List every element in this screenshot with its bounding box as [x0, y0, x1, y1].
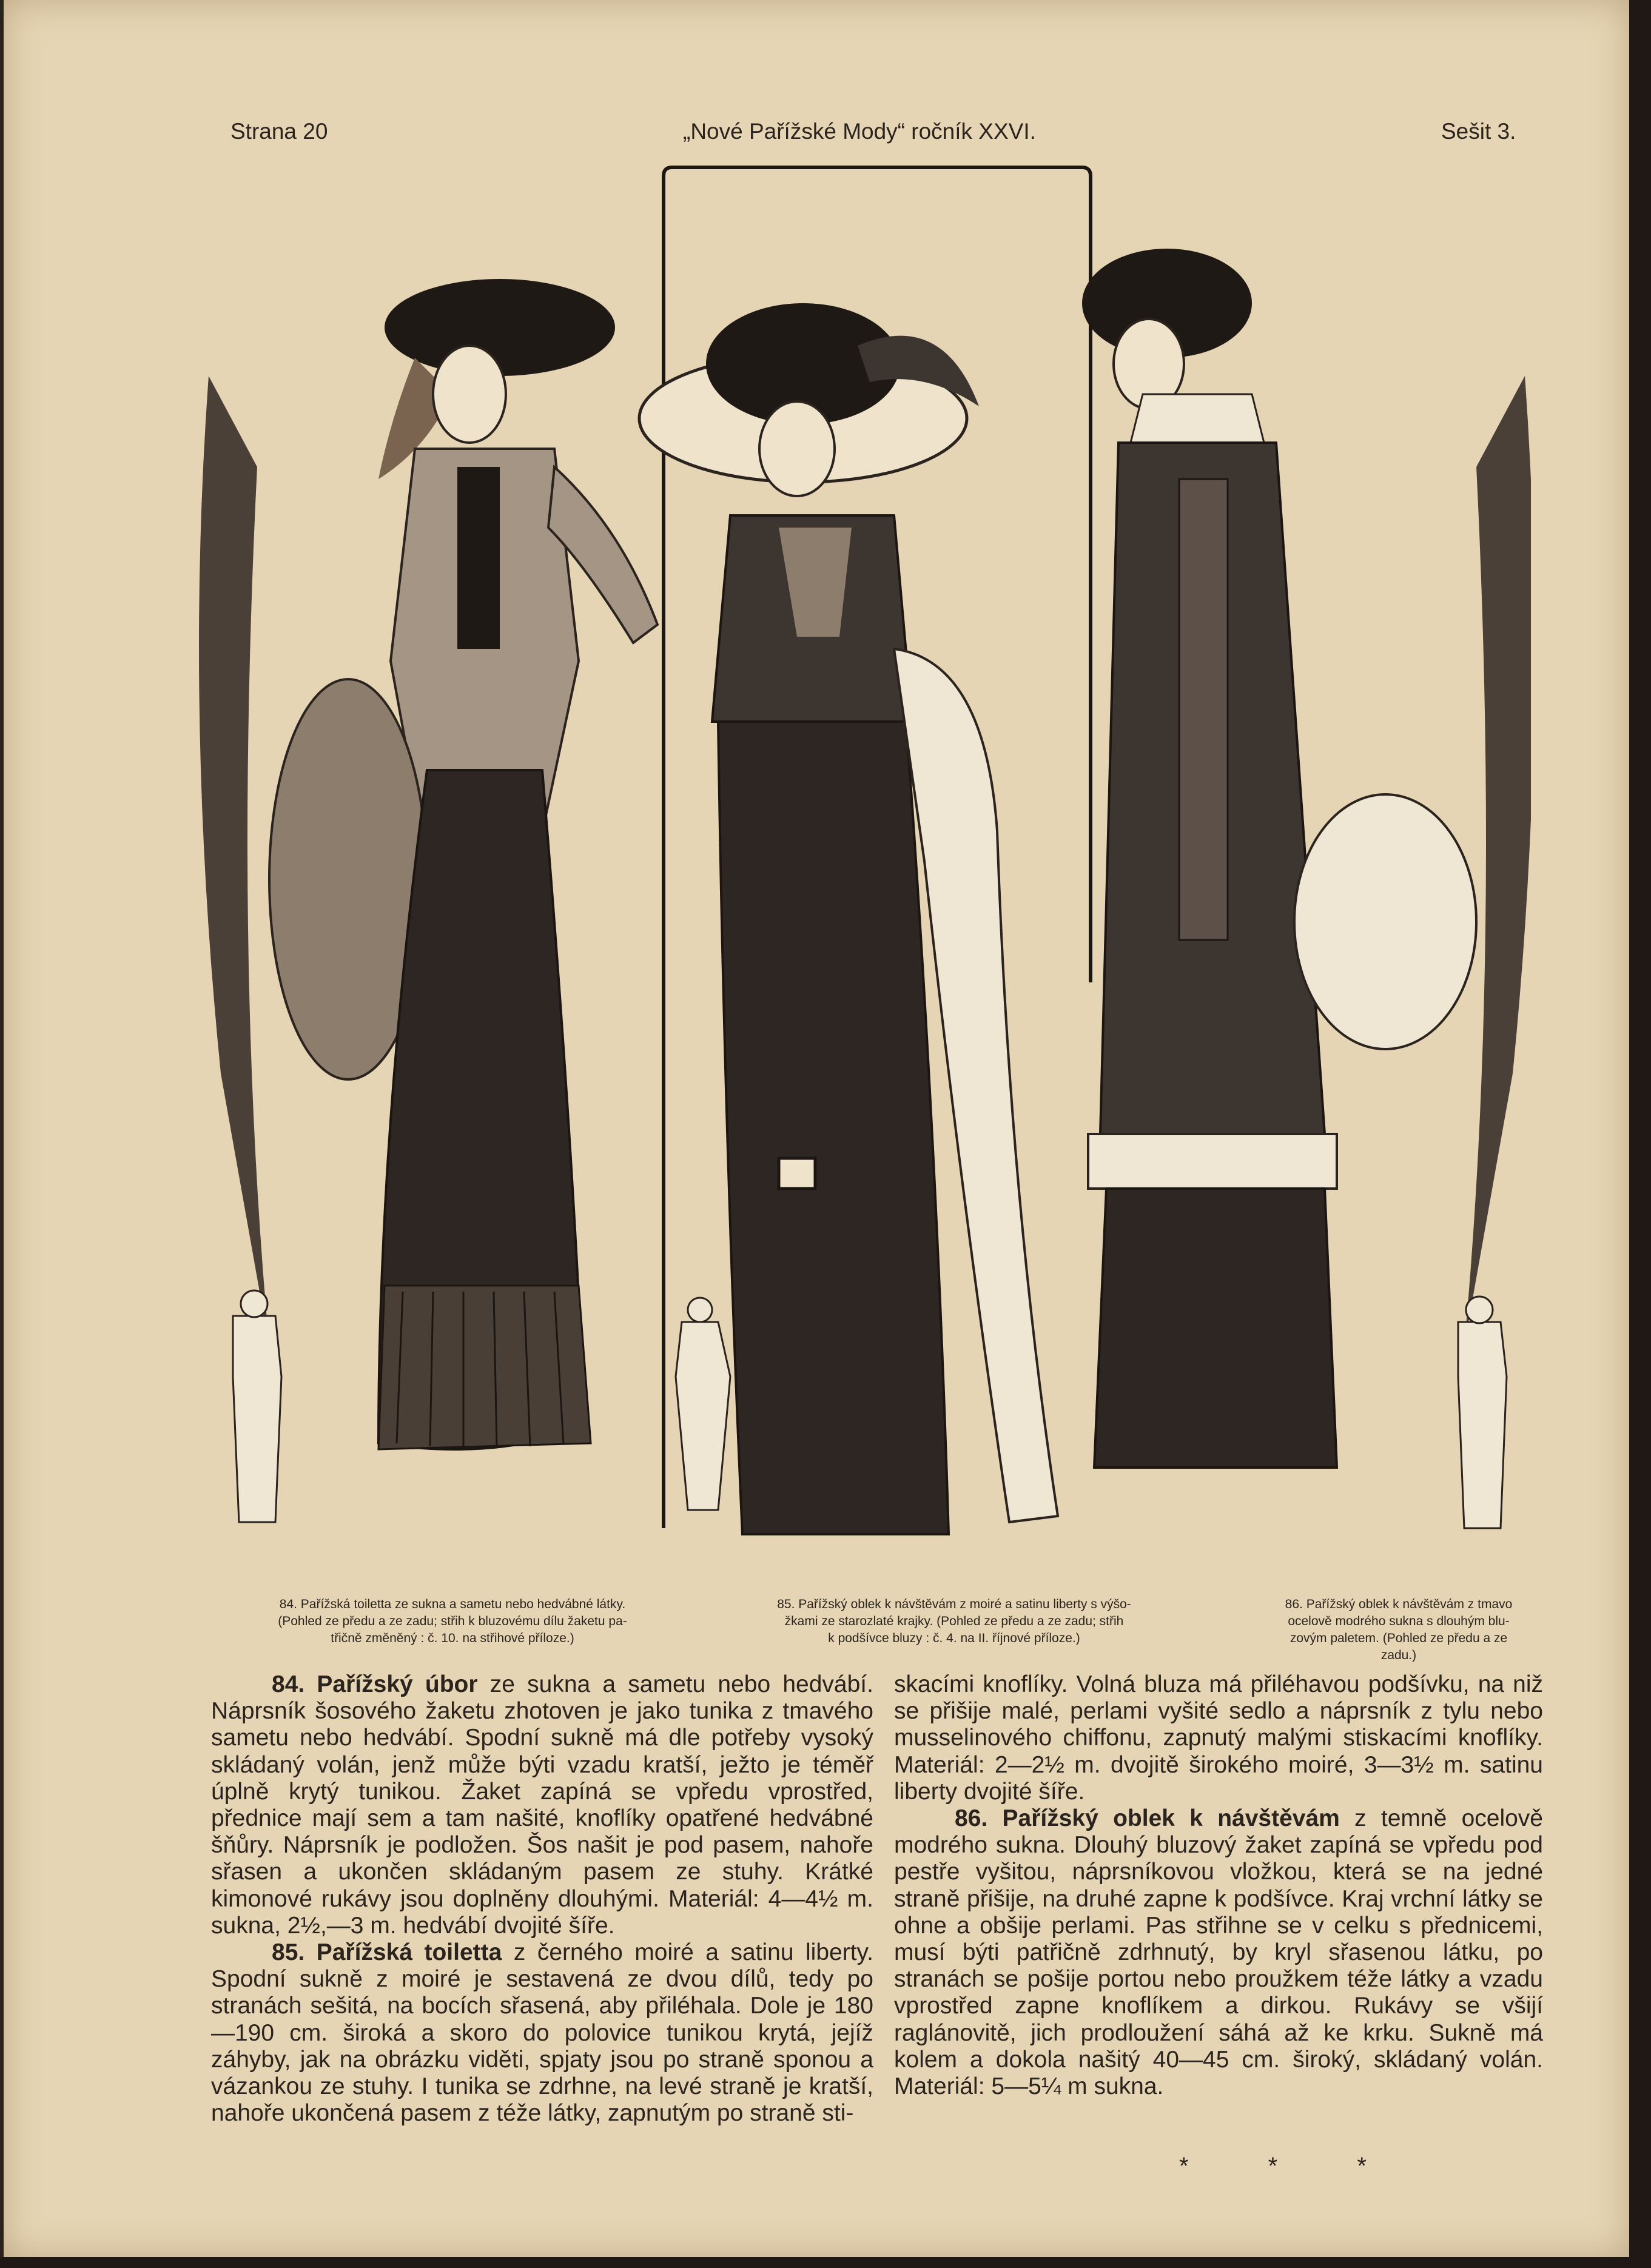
text-column-left: [211, 1671, 873, 2127]
left-background-shading: [199, 376, 269, 1346]
magazine-page: [4, 0, 1629, 2257]
section-end-asterisks: * * *: [1179, 2153, 1403, 2179]
caption-85: 85. Pařížský oblek k návštěvám z moiré a satinu liberty s výšo- žkami ze starozlaté krajky. (Pohled ze předu a ze zadu; střih k podšívce bluzy : č. 4. na II. říjnové příloze.): [777, 1597, 1131, 1645]
item-86-number: 86.: [955, 1805, 988, 1832]
item-85-number: 85.: [272, 1939, 305, 1966]
figure-86-skirt: [1094, 1189, 1337, 1468]
back-view-84: [233, 1290, 281, 1522]
item-85-body: z černého moiré a satinu liberty. Spodní sukně z moiré je sestavená ze dvou dílů, tedy po stranách sešitá, na bocích sřasená, aby přiléhala. Dole je 180—190 cm. široká a skoro do polovice tunikou krytá, jejíž záhyby, jak na obrázku viděti, spjaty jsou po straně sponou a vázankou ze stuhy. I tunika se zdrhne, na levé straně je kratší, nahoře ukončená pasem z téže látky, zapnutým po straně sti-: [211, 1939, 873, 2127]
figure-86-fur-hem: [1088, 1134, 1337, 1189]
fashion-illustration: [197, 164, 1531, 1571]
figure-86-embroidered-panel: [1179, 479, 1228, 940]
item-85-title: Pařížská toiletta: [316, 1939, 502, 1966]
figure-84-lady: [269, 279, 657, 1449]
figure-84-face: [433, 346, 506, 443]
paragraph-85-continued: skacími knoflíky. Volná bluza má přiléhavou podšívku, na niž se přišije malé, perlami vyšité sedlo a náprsník z tylu nebo musselinového chiffonu, zapnutý malými stiskacími knoflíky. Materiál: 2—2½ m. dvojitě širokého moiré, 3—3½ m. satinu liberty dvojité šíře.: [894, 1671, 1543, 1805]
figure-86-muff: [1294, 794, 1476, 1049]
back-view-85: [676, 1298, 730, 1510]
item-84-title: Pařížský úbor: [317, 1671, 478, 1697]
back-view-86: [1458, 1297, 1507, 1528]
caption-84: 84. Pařížská toiletta ze sukna a sametu nebo hedvábné látky. (Pohled ze předu a ze zadu; střih k bluzovému dílu žaketu pa- třičně změněný : č. 10. na střihové příloze.): [278, 1597, 627, 1645]
item-86-title: Pařížský oblek k návštěvám: [1002, 1805, 1340, 1832]
item-84-body: ze sukna a sametu nebo hedvábí. Náprsník šosového žaketu zhotoven je jako tunika z tmavého sametu nebo hedvábí. Spodní sukně má dle potřeby vysoký skládaný volán, jenž může býti vzadu kratší, ježto je téměř úplně krytý tunikou. Žaket zapíná se vpředu vprostřed, přednice mají sem a tam našité, knoflíky opatřené hedvábné šňůry. Náprsník je podložen. Šos našit je pod pasem, nahoře sřasen a ukončen skládaným pasem ze stuhy. Krátké kimonové rukávy jsou doplněny dlouhými. Materiál: 4—4½ m. sukna, 2½,—3 m. hedvábí dvojité šíře.: [211, 1671, 873, 1939]
paragraph-85: [211, 1939, 873, 2127]
page-edge-bottom: [0, 2257, 1651, 2268]
page-edge-right: [1629, 0, 1651, 2268]
figure-86-fur-collar: [1131, 394, 1264, 443]
item-84-number: 84.: [272, 1671, 305, 1697]
item-86-body: z temně ocelově modrého sukna. Dlouhý bluzový žaket zapíná se vpředu pod pestře vyšitou, náprsníkovou vložkou, která se na jedné straně přišije, na druhé zapne k podšívce. Kraj vrchní látky se ohne a obšije perlami. Pas střihne se v celku s přednicemi, musí býti patřičně zdrhnutý, by kryl sřasenou látku, po stranách se pošije portou nebo proužkem téže látky a vzadu vprostřed zapne knoflíkem a dirkou. Rukávy se všijí raglánovitě, jich prodloužení sáhá až ke krku. Sukně má kolem a dokola našitý 40—45 cm. široký, skládaný volán. Materiál: 5—5¼ m sukna.: [894, 1805, 1543, 2100]
figure-85-face: [759, 401, 835, 496]
figure-84-hat: [385, 279, 615, 376]
paragraph-84: [211, 1671, 873, 1939]
journal-title: „Nové Pařížské Mody“ ročník XXVI.: [683, 119, 1036, 144]
page-number: Strana 20: [230, 119, 328, 144]
figure-85-skirt: [718, 722, 949, 1534]
figure-84-plastron: [457, 467, 500, 649]
caption-86: 86. Pařížský oblek k návštěvám z tmavo ocelově modrého sukna s dlouhým blu- zovým paletem. (Pohled ze předu a ze zadu.): [1285, 1597, 1513, 1662]
issue-number: Sešit 3.: [1441, 119, 1516, 144]
figure-85-buckle: [779, 1158, 815, 1189]
paragraph-86: [894, 1805, 1543, 2100]
text-column-right: [894, 1671, 1543, 2100]
figure-86-lady: [1082, 249, 1476, 1468]
right-background-shading: [1464, 376, 1531, 1346]
